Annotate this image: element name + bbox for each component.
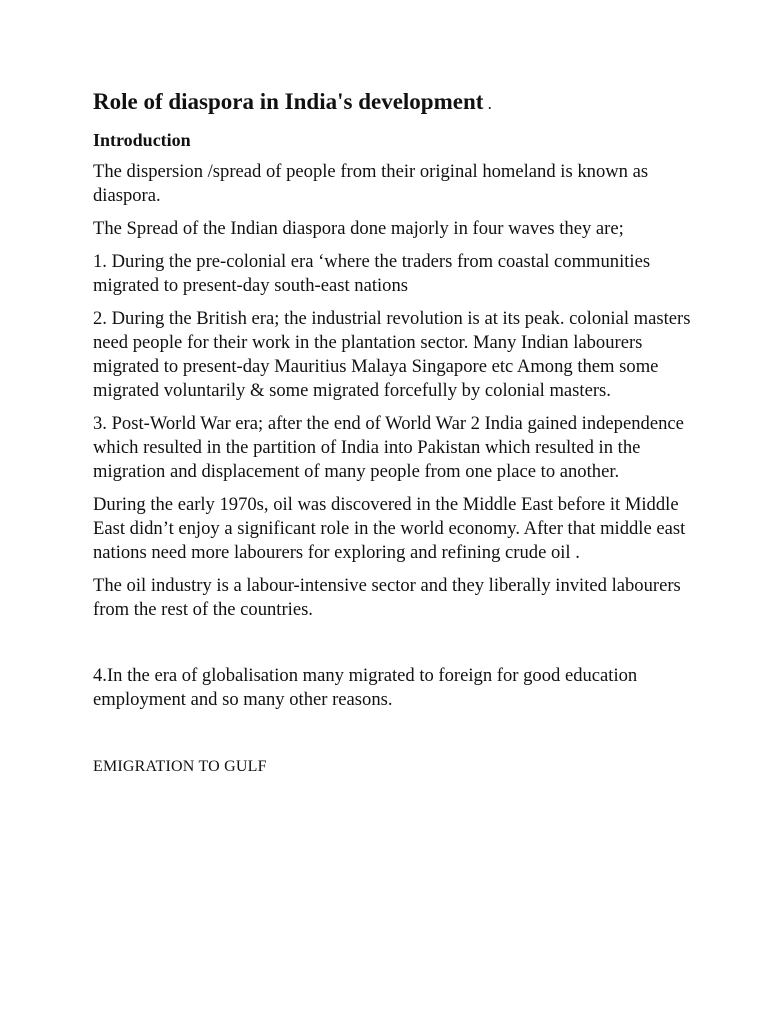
paragraph-wave-4: 4.In the era of globalisation many migrated to foreign for good education employment and so many other reasons. <box>93 665 638 710</box>
paragraph-wave-1: 1. During the pre-colonial era ‘where the traders from coastal communities migrated to present-day south-east nations <box>93 251 651 296</box>
paragraph-oil-discovery: During the early 1970s, oil was discovered in the Middle East before it Middle East didn’t enjoy a significant role in the world economy. After that middle east nations need more labourers for exploring and refining crude oil . <box>93 494 686 563</box>
paragraph-diaspora-definition: The dispersion /spread of people from their original homeland is known as diaspora. <box>93 161 649 206</box>
document-title-suffix: . <box>483 94 492 113</box>
paragraph-wave-3: 3. Post-World War era; after the end of World War 2 India gained independence which resulted in the partition of India into Pakistan which resulted in the migration and displacement of many people from one place to another. <box>93 413 684 482</box>
paragraph-wave-2: 2. During the British era; the industrial revolution is at its peak. colonial masters need people for their work in the plantation sector. Many Indian labourers migrated to present-day Mauritius Malaya Singapore etc Among them some migrated voluntarily & some migrated forcefully by colonial masters. <box>93 308 691 401</box>
paragraph-oil-industry: The oil industry is a labour-intensive sector and they liberally invited labourers from the rest of the countries. <box>93 575 681 620</box>
introduction-heading: Introduction <box>93 130 191 150</box>
document-page <box>93 86 693 778</box>
section-heading-emigration: EMIGRATION TO GULF <box>93 758 267 775</box>
document-title-text: Role of diaspora in India's development <box>93 89 484 114</box>
paragraph-four-waves: The Spread of the Indian diaspora done majorly in four waves they are; <box>93 218 624 239</box>
document-title <box>93 86 693 120</box>
